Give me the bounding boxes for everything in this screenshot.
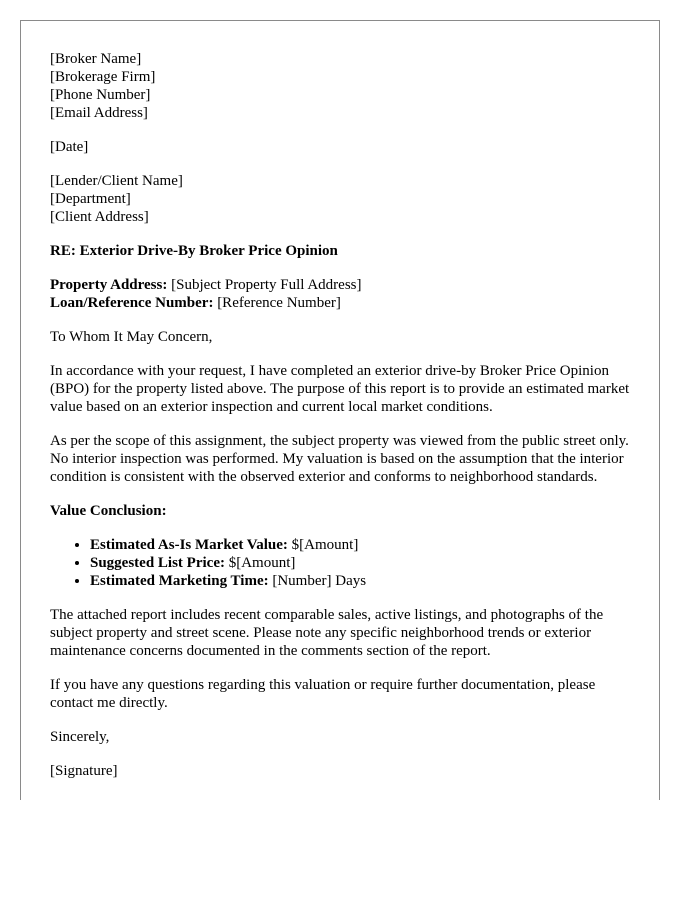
loan-number-label: Loan/Reference Number: — [50, 295, 214, 311]
list-item — [90, 554, 640, 572]
recipient-name: [Lender/Client Name] — [50, 173, 183, 189]
recipient-block — [50, 172, 640, 226]
as-is-value-label: Estimated As-Is Market Value: — [90, 537, 288, 553]
body-paragraph: As per the scope of this assignment, the subject property was viewed from the public street only. No interior inspection was performed. My valuation is based on the assumption that the interior condition is consistent with the observed exterior and conforms to neighborhood standards. — [50, 433, 629, 485]
sender-block — [50, 50, 640, 122]
marketing-time-value: [Number] Days — [268, 573, 367, 589]
subject-text: RE: Exterior Drive-By Broker Price Opinion — [50, 243, 338, 259]
letter-page — [20, 20, 660, 800]
body-paragraph: In accordance with your request, I have completed an exterior drive-by Broker Price Opinion (BPO) for the property listed above. The purpose of this report is to provide an estimated market value based on an exterior inspection and current local market conditions. — [50, 363, 630, 415]
loan-number-line — [50, 294, 640, 312]
property-address-value: [Subject Property Full Address] — [167, 277, 362, 293]
value-conclusion-list — [50, 536, 640, 590]
closing-paragraph: The attached report includes recent comparable sales, active listings, and photographs of the subject property and street scene. Please note any specific neighborhood trends or exterior maintenance concerns documented in the comments section of the report. — [50, 607, 604, 659]
list-price-value: $[Amount] — [224, 555, 296, 571]
value-conclusion-heading-text: Value Conclusion: — [50, 503, 167, 519]
as-is-value: $[Amount] — [287, 537, 359, 553]
recipient-address: [Client Address] — [50, 209, 149, 225]
brokerage-firm: [Brokerage Firm] — [50, 69, 156, 85]
property-address-line — [50, 276, 640, 294]
property-block — [50, 276, 640, 312]
signoff: Sincerely, — [50, 729, 110, 745]
letter-date: [Date] — [50, 139, 89, 155]
recipient-department: [Department] — [50, 191, 131, 207]
marketing-time-label: Estimated Marketing Time: — [90, 573, 269, 589]
phone-number: [Phone Number] — [50, 87, 151, 103]
signature: [Signature] — [50, 763, 118, 779]
letter-content — [50, 50, 640, 796]
email-address: [Email Address] — [50, 105, 148, 121]
subject-line — [50, 242, 640, 260]
closing-paragraph: If you have any questions regarding this valuation or require further documentation, please contact me directly. — [50, 677, 596, 711]
salutation: To Whom It May Concern, — [50, 329, 213, 345]
list-item — [90, 536, 640, 554]
loan-number-value: [Reference Number] — [213, 295, 341, 311]
value-conclusion-heading — [50, 502, 640, 520]
broker-name: [Broker Name] — [50, 51, 142, 67]
list-item — [90, 572, 640, 590]
list-price-label: Suggested List Price: — [90, 555, 225, 571]
property-address-label: Property Address: — [50, 277, 168, 293]
